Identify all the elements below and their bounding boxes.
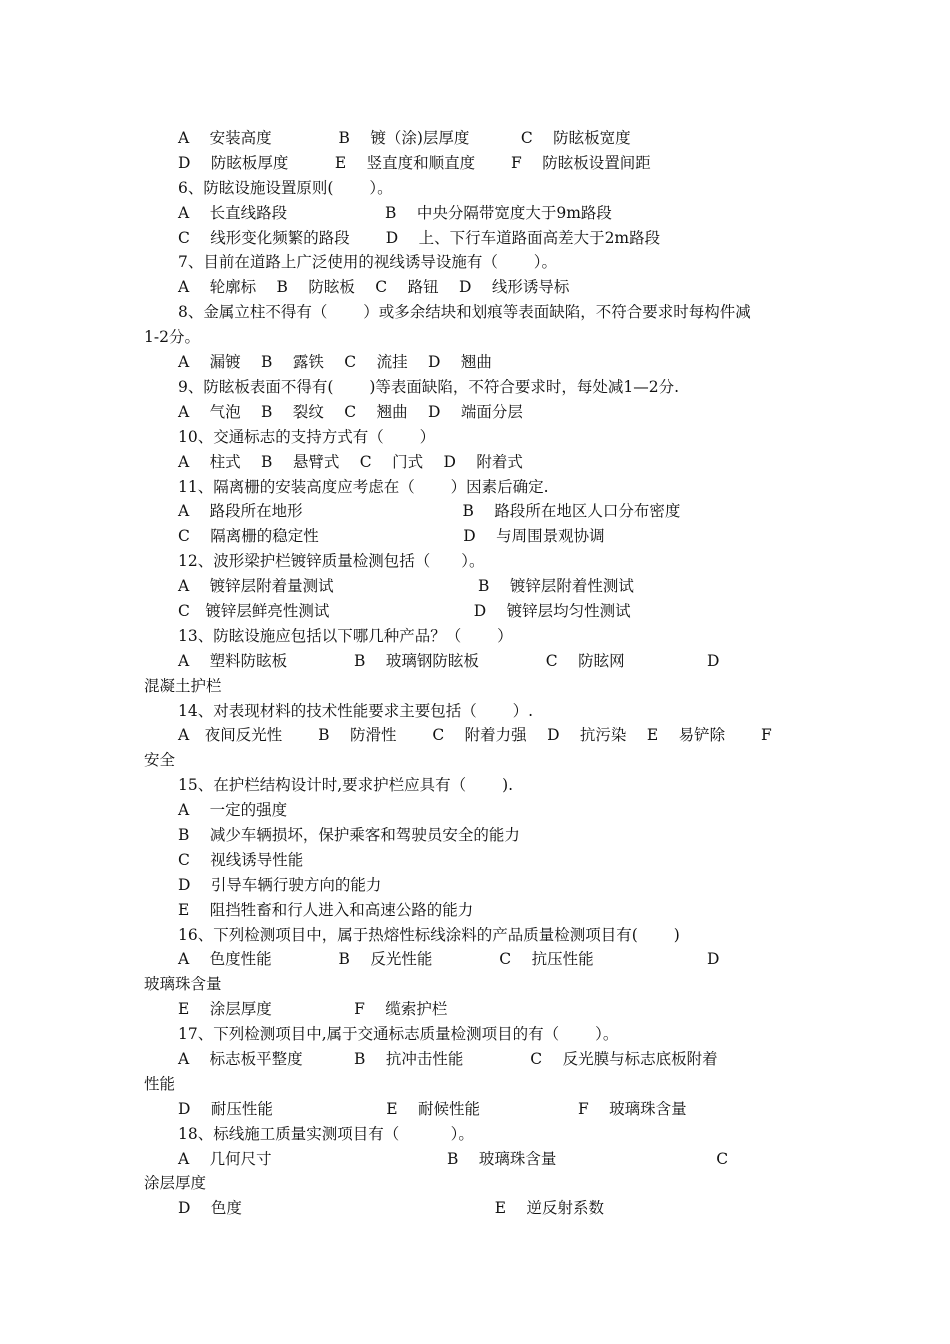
text-line: A 一定的强度 — [178, 801, 288, 819]
text-line: E 涂层厚度 F 缆索护栏 — [178, 1000, 448, 1018]
text-line: 13、防眩设施应包括以下哪几种产品？（ ） — [178, 627, 513, 645]
text-line: 16、下列检测项目中，属于热熔性标线涂料的产品质量检测项目有( ) — [178, 926, 680, 944]
text-line: A 几何尺寸 B 玻璃珠含量 C — [178, 1150, 729, 1168]
text-line: A 漏镀 B 露铁 C 流挂 D 翘曲 — [178, 353, 492, 371]
text-line: C 镀锌层鲜亮性测试 D 镀锌层均匀性测试 — [178, 602, 631, 620]
text-line: 玻璃珠含量 — [144, 975, 222, 993]
text-line: A 柱式 B 悬臂式 C 门式 D 附着式 — [178, 453, 523, 471]
text-line: A 色度性能 B 反光性能 C 抗压性能 D — [178, 950, 720, 968]
text-line: A 标志板平整度 B 抗冲击性能 C 反光膜与标志底板附着 — [178, 1050, 718, 1068]
text-line: 17、下列检测项目中,属于交通标志质量检测项目的有（ ）。 — [178, 1025, 619, 1043]
text-line: A 路段所在地形 B 路段所在地区人口分布密度 — [178, 502, 681, 520]
text-line: 9、防眩板表面不得有( )等表面缺陷，不符合要求时，每处减1—2分. — [178, 378, 680, 396]
text-line: 12、波形梁护栏镀锌质量检测包括（ ）。 — [178, 552, 485, 570]
text-line: C 视线诱导性能 — [178, 851, 304, 869]
text-line: B 减少车辆损坏，保护乘客和驾驶员安全的能力 — [178, 826, 520, 844]
text-line: A 镀锌层附着量测试 B 镀锌层附着性测试 — [178, 577, 634, 595]
text-line: 14、对表现材料的技术性能要求主要包括（ ）. — [178, 702, 534, 720]
text-line: 涂层厚度 — [144, 1174, 207, 1192]
text-line: 11、隔离栅的安装高度应考虑在（ ）因素后确定. — [178, 478, 549, 496]
text-line: E 阻挡牲畜和行人进入和高速公路的能力 — [178, 901, 474, 919]
text-line: A 夜间反光性 B 防滑性 C 附着力强 D 抗污染 E 易铲除 F — [178, 726, 772, 744]
text-line: A 塑料防眩板 B 玻璃钢防眩板 C 防眩网 D — [178, 652, 720, 670]
text-line: 安全 — [144, 751, 176, 769]
text-line: 1-2分。 — [144, 328, 200, 346]
text-line: 15、在护栏结构设计时,要求护栏应具有（ ). — [178, 776, 514, 794]
text-line: A 长直线路段 B 中央分隔带宽度大于9m路段 — [178, 204, 612, 222]
text-line: 8、金属立柱不得有（ ）或多余结块和划痕等表面缺陷，不符合要求时每构件减 — [178, 303, 751, 321]
text-line: 性能 — [144, 1075, 176, 1093]
text-line: A 气泡 B 裂纹 C 翘曲 D 端面分层 — [178, 403, 523, 421]
text-line: C 线形变化频繁的路段 D 上、下行车道路面高差大于2m路段 — [178, 229, 661, 247]
text-line: A 轮廓标 B 防眩板 C 路钮 D 线形诱导标 — [178, 278, 570, 296]
text-line: 混凝土护栏 — [144, 677, 222, 695]
text-line: D 耐压性能 E 耐候性能 F 玻璃珠含量 — [178, 1100, 687, 1118]
text-line: D 色度 E 逆反射系数 — [178, 1199, 605, 1217]
text-line: 6、防眩设施设置原则( ）。 — [178, 179, 393, 197]
text-line: D 防眩板厚度 E 竖直度和顺直度 F 防眩板设置间距 — [178, 154, 651, 172]
text-line: 18、标线施工质量实测项目有（ ）。 — [178, 1125, 474, 1143]
text-line: D 引导车辆行驶方向的能力 — [178, 876, 382, 894]
text-line: C 隔离栅的稳定性 D 与周围景观协调 — [178, 527, 605, 545]
text-line: 10、交通标志的支持方式有（ ） — [178, 428, 436, 446]
text-line: A 安装高度 B 镀（涂)层厚度 C 防眩板宽度 — [178, 129, 631, 147]
text-line: 7、目前在道路上广泛使用的视线诱导设施有（ ）。 — [178, 253, 558, 271]
